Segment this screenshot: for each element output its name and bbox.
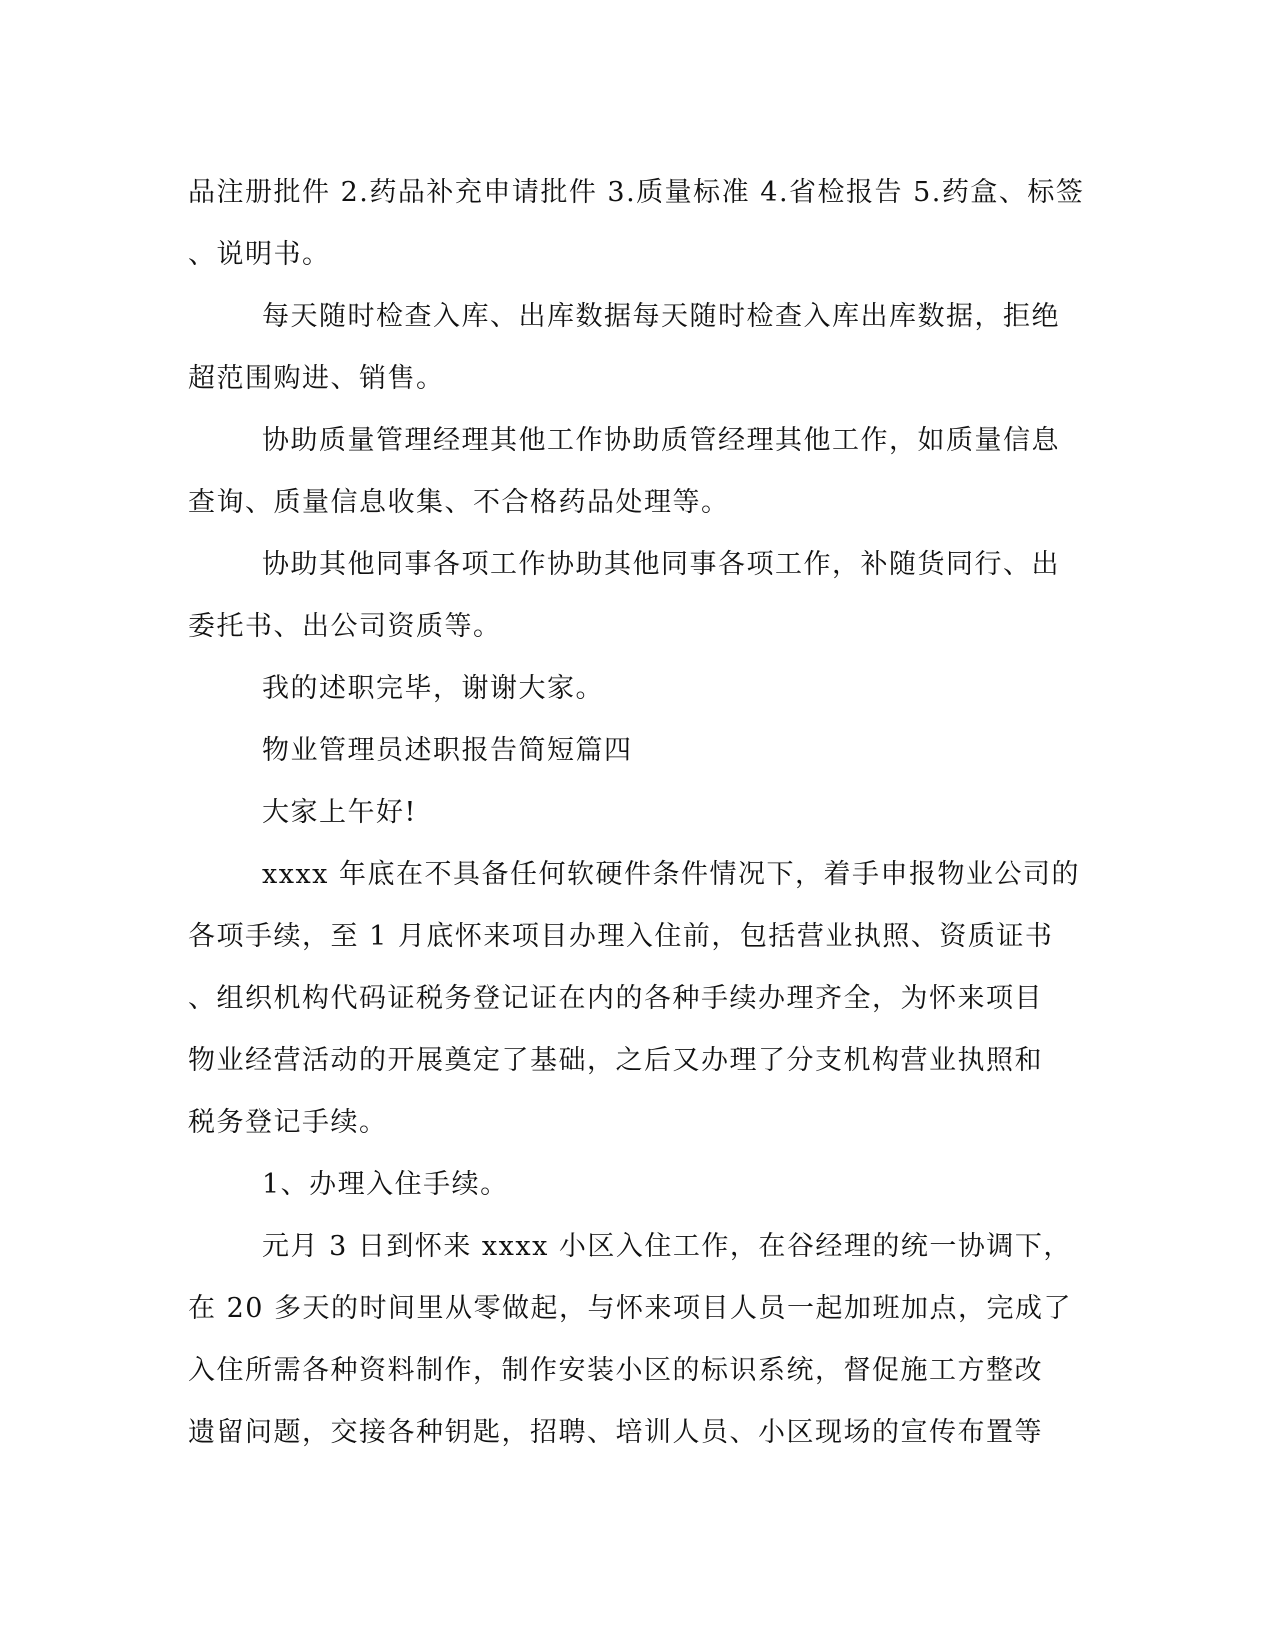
section-heading: 物业管理员述职报告简短篇四: [262, 735, 633, 766]
paragraph-line: 每天随时检查入库、出库数据每天随时检查入库出库数据，拒绝: [262, 301, 1060, 332]
paragraph-line: 元月 3 日到怀来 xxxx 小区入住工作，在谷经理的统一协调下，: [262, 1231, 1072, 1262]
text-line: 超范围购进、销售。: [188, 363, 445, 394]
text-line: 税务登记手续。: [188, 1107, 388, 1138]
text-line: 各项手续，至 1 月底怀来项目办理入住前，包括营业执照、资质证书: [188, 921, 1054, 952]
text-line: 品注册批件 2.药品补充申请批件 3.质量标准 4.省检报告 5.药盒、标签: [188, 177, 1085, 208]
greeting-line: 大家上午好!: [262, 797, 417, 828]
text-line: 、说明书。: [188, 239, 331, 270]
paragraph-line: 协助其他同事各项工作协助其他同事各项工作，补随货同行、出: [262, 549, 1060, 580]
text-line: 在 20 多天的时间里从零做起，与怀来项目人员一起加班加点，完成了: [188, 1293, 1073, 1324]
numbered-heading: 1、办理入住手续。: [262, 1169, 509, 1200]
closing-line: 我的述职完毕，谢谢大家。: [262, 673, 604, 704]
paragraph-line: 协助质量管理经理其他工作协助质管经理其他工作，如质量信息: [262, 425, 1060, 456]
paragraph-line: xxxx 年底在不具备任何软硬件条件情况下，着手申报物业公司的: [262, 859, 1080, 890]
text-line: 入住所需各种资料制作，制作安装小区的标识系统，督促施工方整改: [188, 1355, 1043, 1386]
text-line: 查询、质量信息收集、不合格药品处理等。: [188, 487, 730, 518]
document-body: [188, 162, 1088, 1464]
text-line: 物业经营活动的开展奠定了基础，之后又办理了分支机构营业执照和: [188, 1045, 1043, 1076]
text-line: 遗留问题，交接各种钥匙，招聘、培训人员、小区现场的宣传布置等: [188, 1417, 1043, 1448]
text-line: 委托书、出公司资质等。: [188, 611, 502, 642]
text-line: 、组织机构代码证税务登记证在内的各种手续办理齐全，为怀来项目: [188, 983, 1043, 1014]
